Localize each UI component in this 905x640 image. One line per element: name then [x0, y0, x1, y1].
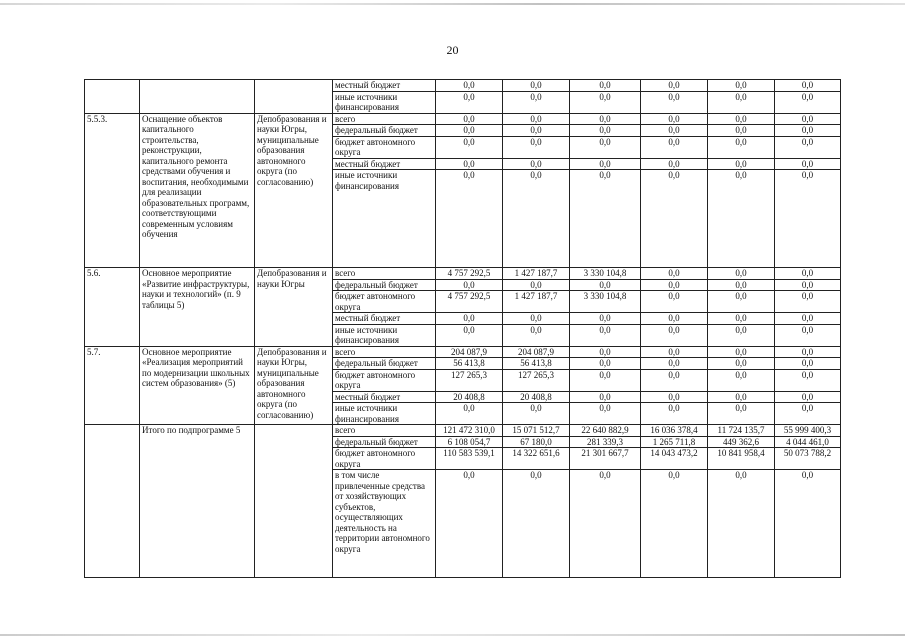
amount-cell: 0,0 [570, 158, 641, 170]
amount-cell: 0,0 [775, 358, 841, 370]
amount-cell: 0,0 [503, 470, 570, 578]
amount-cell: 20 408,8 [436, 391, 503, 403]
page-number: 20 [446, 43, 459, 57]
amount-cell: 0,0 [436, 470, 503, 578]
amount-cell: 0,0 [708, 324, 775, 346]
amount-cell: 56 413,8 [503, 358, 570, 370]
funding-source-cell: всего [333, 268, 436, 280]
amount-cell: 0,0 [775, 279, 841, 291]
event-name-cell: Оснащение объектов капитального строительства, реконструкции, капитального ремонта средствами обучения и воспитания, необходимыми для реализации образовательных программ, соответствующими современным условиям обучения [140, 113, 255, 268]
amount-cell: 0,0 [775, 91, 841, 113]
amount-cell: 281 339,3 [570, 436, 641, 448]
amount-cell: 0,0 [503, 324, 570, 346]
amount-cell: 0,0 [641, 403, 708, 425]
amount-cell: 0,0 [503, 403, 570, 425]
amount-cell: 0,0 [708, 279, 775, 291]
table-row [85, 346, 841, 358]
funding-source-cell: всего [333, 425, 436, 437]
amount-cell: 50 073 788,2 [775, 448, 841, 470]
amount-cell: 0,0 [570, 170, 641, 268]
amount-cell: 0,0 [641, 313, 708, 325]
table-body [85, 80, 841, 578]
executor-cell: Депобразования и науки Югры, муниципальные образования автономного округа (по согласованию) [255, 113, 333, 268]
amount-cell: 0,0 [570, 369, 641, 391]
amount-cell: 110 583 539,1 [436, 448, 503, 470]
amount-cell: 204 087,9 [503, 346, 570, 358]
amount-cell: 0,0 [708, 313, 775, 325]
funding-source-cell: федеральный бюджет [333, 125, 436, 137]
amount-cell: 0,0 [641, 136, 708, 158]
funding-source-cell: местный бюджет [333, 313, 436, 325]
amount-cell: 0,0 [436, 170, 503, 268]
amount-cell: 449 362,6 [708, 436, 775, 448]
amount-cell: 0,0 [641, 324, 708, 346]
amount-cell: 0,0 [775, 113, 841, 125]
amount-cell: 0,0 [775, 391, 841, 403]
funding-source-cell: иные источники финансирования [333, 91, 436, 113]
amount-cell: 0,0 [570, 324, 641, 346]
amount-cell: 0,0 [641, 391, 708, 403]
amount-cell: 0,0 [436, 313, 503, 325]
amount-cell: 0,0 [436, 136, 503, 158]
funding-source-cell: бюджет автономного округа [333, 291, 436, 313]
amount-cell: 0,0 [503, 170, 570, 268]
row-number-cell: 5.7. [85, 346, 140, 425]
scan-edge-top [0, 3, 905, 5]
amount-cell: 0,0 [503, 313, 570, 325]
funding-source-cell: местный бюджет [333, 391, 436, 403]
amount-cell: 0,0 [775, 291, 841, 313]
amount-cell: 0,0 [775, 403, 841, 425]
amount-cell: 0,0 [436, 125, 503, 137]
amount-cell: 0,0 [503, 113, 570, 125]
amount-cell: 0,0 [775, 346, 841, 358]
executor-cell: Депобразования и науки Югры [255, 268, 333, 347]
funding-source-cell: бюджет автономного округа [333, 369, 436, 391]
amount-cell: 0,0 [503, 136, 570, 158]
amount-cell: 6 108 054,7 [436, 436, 503, 448]
amount-cell: 0,0 [570, 80, 641, 92]
event-name-cell [140, 80, 255, 114]
amount-cell: 0,0 [708, 91, 775, 113]
amount-cell: 16 036 378,4 [641, 425, 708, 437]
amount-cell: 127 265,3 [436, 369, 503, 391]
amount-cell: 0,0 [436, 403, 503, 425]
amount-cell: 0,0 [570, 125, 641, 137]
amount-cell: 0,0 [708, 136, 775, 158]
amount-cell: 0,0 [436, 91, 503, 113]
amount-cell: 14 043 473,2 [641, 448, 708, 470]
amount-cell: 0,0 [708, 358, 775, 370]
amount-cell: 0,0 [708, 125, 775, 137]
amount-cell: 0,0 [570, 313, 641, 325]
table-row [85, 268, 841, 280]
amount-cell: 0,0 [708, 346, 775, 358]
amount-cell: 0,0 [708, 113, 775, 125]
amount-cell: 4 757 292,5 [436, 291, 503, 313]
amount-cell: 67 180,0 [503, 436, 570, 448]
amount-cell: 0,0 [570, 136, 641, 158]
amount-cell: 0,0 [708, 268, 775, 280]
amount-cell: 0,0 [708, 403, 775, 425]
amount-cell: 0,0 [436, 324, 503, 346]
amount-cell: 15 071 512,7 [503, 425, 570, 437]
amount-cell: 4 757 292,5 [436, 268, 503, 280]
amount-cell: 0,0 [503, 80, 570, 92]
amount-cell: 56 413,8 [436, 358, 503, 370]
amount-cell: 55 999 400,3 [775, 425, 841, 437]
funding-source-cell: бюджет автономного округа [333, 136, 436, 158]
executor-cell [255, 425, 333, 578]
funding-source-cell: иные источники финансирования [333, 324, 436, 346]
amount-cell: 0,0 [641, 80, 708, 92]
amount-cell: 0,0 [436, 279, 503, 291]
funding-source-cell: иные источники финансирования [333, 170, 436, 268]
amount-cell: 3 330 104,8 [570, 268, 641, 280]
amount-cell: 0,0 [775, 158, 841, 170]
funding-source-cell: бюджет автономного округа [333, 448, 436, 470]
funding-source-cell: в том числе привлеченные средства от хозяйствующих субъектов, осуществляющих деятельность на территории автономного округа [333, 470, 436, 578]
amount-cell: 0,0 [641, 346, 708, 358]
amount-cell: 0,0 [503, 158, 570, 170]
row-number-cell: 5.5.3. [85, 113, 140, 268]
amount-cell: 0,0 [641, 358, 708, 370]
funding-source-cell: всего [333, 113, 436, 125]
amount-cell: 0,0 [641, 470, 708, 578]
funding-source-cell: местный бюджет [333, 80, 436, 92]
row-number-cell: 5.6. [85, 268, 140, 347]
amount-cell: 0,0 [641, 125, 708, 137]
amount-cell: 204 087,9 [436, 346, 503, 358]
amount-cell: 0,0 [436, 80, 503, 92]
executor-cell: Депобразования и науки Югры, муниципальные образования автономного округа (по согласованию) [255, 346, 333, 425]
row-number-cell [85, 425, 140, 578]
amount-cell: 0,0 [570, 470, 641, 578]
amount-cell: 0,0 [570, 91, 641, 113]
amount-cell: 0,0 [570, 346, 641, 358]
funding-source-cell: федеральный бюджет [333, 279, 436, 291]
table-row [85, 80, 841, 92]
amount-cell: 0,0 [503, 125, 570, 137]
amount-cell: 0,0 [641, 170, 708, 268]
amount-cell: 0,0 [708, 470, 775, 578]
amount-cell: 0,0 [641, 91, 708, 113]
amount-cell: 0,0 [503, 279, 570, 291]
amount-cell: 20 408,8 [503, 391, 570, 403]
funding-source-cell: иные источники финансирования [333, 403, 436, 425]
amount-cell: 0,0 [775, 80, 841, 92]
amount-cell: 127 265,3 [503, 369, 570, 391]
amount-cell: 0,0 [775, 268, 841, 280]
funding-source-cell: федеральный бюджет [333, 358, 436, 370]
amount-cell: 14 322 651,6 [503, 448, 570, 470]
amount-cell: 0,0 [775, 170, 841, 268]
amount-cell: 1 427 187,7 [503, 291, 570, 313]
amount-cell: 4 044 461,0 [775, 436, 841, 448]
amount-cell: 0,0 [641, 369, 708, 391]
amount-cell: 0,0 [641, 158, 708, 170]
funding-source-cell: федеральный бюджет [333, 436, 436, 448]
amount-cell: 0,0 [775, 470, 841, 578]
amount-cell: 0,0 [570, 279, 641, 291]
funding-source-cell: всего [333, 346, 436, 358]
amount-cell: 0,0 [708, 369, 775, 391]
amount-cell: 21 301 667,7 [570, 448, 641, 470]
amount-cell: 0,0 [436, 113, 503, 125]
amount-cell: 0,0 [436, 158, 503, 170]
amount-cell: 1 427 187,7 [503, 268, 570, 280]
amount-cell: 0,0 [708, 80, 775, 92]
amount-cell: 0,0 [708, 170, 775, 268]
amount-cell: 0,0 [641, 113, 708, 125]
amount-cell: 0,0 [775, 324, 841, 346]
funding-source-cell: местный бюджет [333, 158, 436, 170]
table-row [85, 425, 841, 437]
amount-cell: 0,0 [775, 125, 841, 137]
amount-cell: 0,0 [708, 391, 775, 403]
amount-cell: 0,0 [570, 391, 641, 403]
amount-cell: 10 841 958,4 [708, 448, 775, 470]
amount-cell: 0,0 [570, 113, 641, 125]
event-name-cell: Итого по подпрограмме 5 [140, 425, 255, 578]
amount-cell: 0,0 [641, 279, 708, 291]
amount-cell: 0,0 [641, 268, 708, 280]
amount-cell: 3 330 104,8 [570, 291, 641, 313]
amount-cell: 0,0 [708, 158, 775, 170]
row-number-cell [85, 80, 140, 114]
financing-table [84, 79, 841, 578]
executor-cell [255, 80, 333, 114]
scan-edge-bottom [0, 634, 905, 636]
amount-cell: 22 640 882,9 [570, 425, 641, 437]
amount-cell: 121 472 310,0 [436, 425, 503, 437]
amount-cell: 0,0 [775, 136, 841, 158]
amount-cell: 0,0 [570, 358, 641, 370]
amount-cell: 11 724 135,7 [708, 425, 775, 437]
amount-cell: 0,0 [775, 313, 841, 325]
event-name-cell: Основное мероприятие «Реализация мероприятий по модернизации школьных систем образования» (5) [140, 346, 255, 425]
event-name-cell: Основное мероприятие «Развитие инфраструктуры, науки и технологий» (п. 9 таблицы 5) [140, 268, 255, 347]
amount-cell: 0,0 [570, 403, 641, 425]
amount-cell: 0,0 [503, 91, 570, 113]
amount-cell: 1 265 711,8 [641, 436, 708, 448]
amount-cell: 0,0 [708, 291, 775, 313]
amount-cell: 0,0 [641, 291, 708, 313]
table-row [85, 113, 841, 125]
amount-cell: 0,0 [775, 369, 841, 391]
